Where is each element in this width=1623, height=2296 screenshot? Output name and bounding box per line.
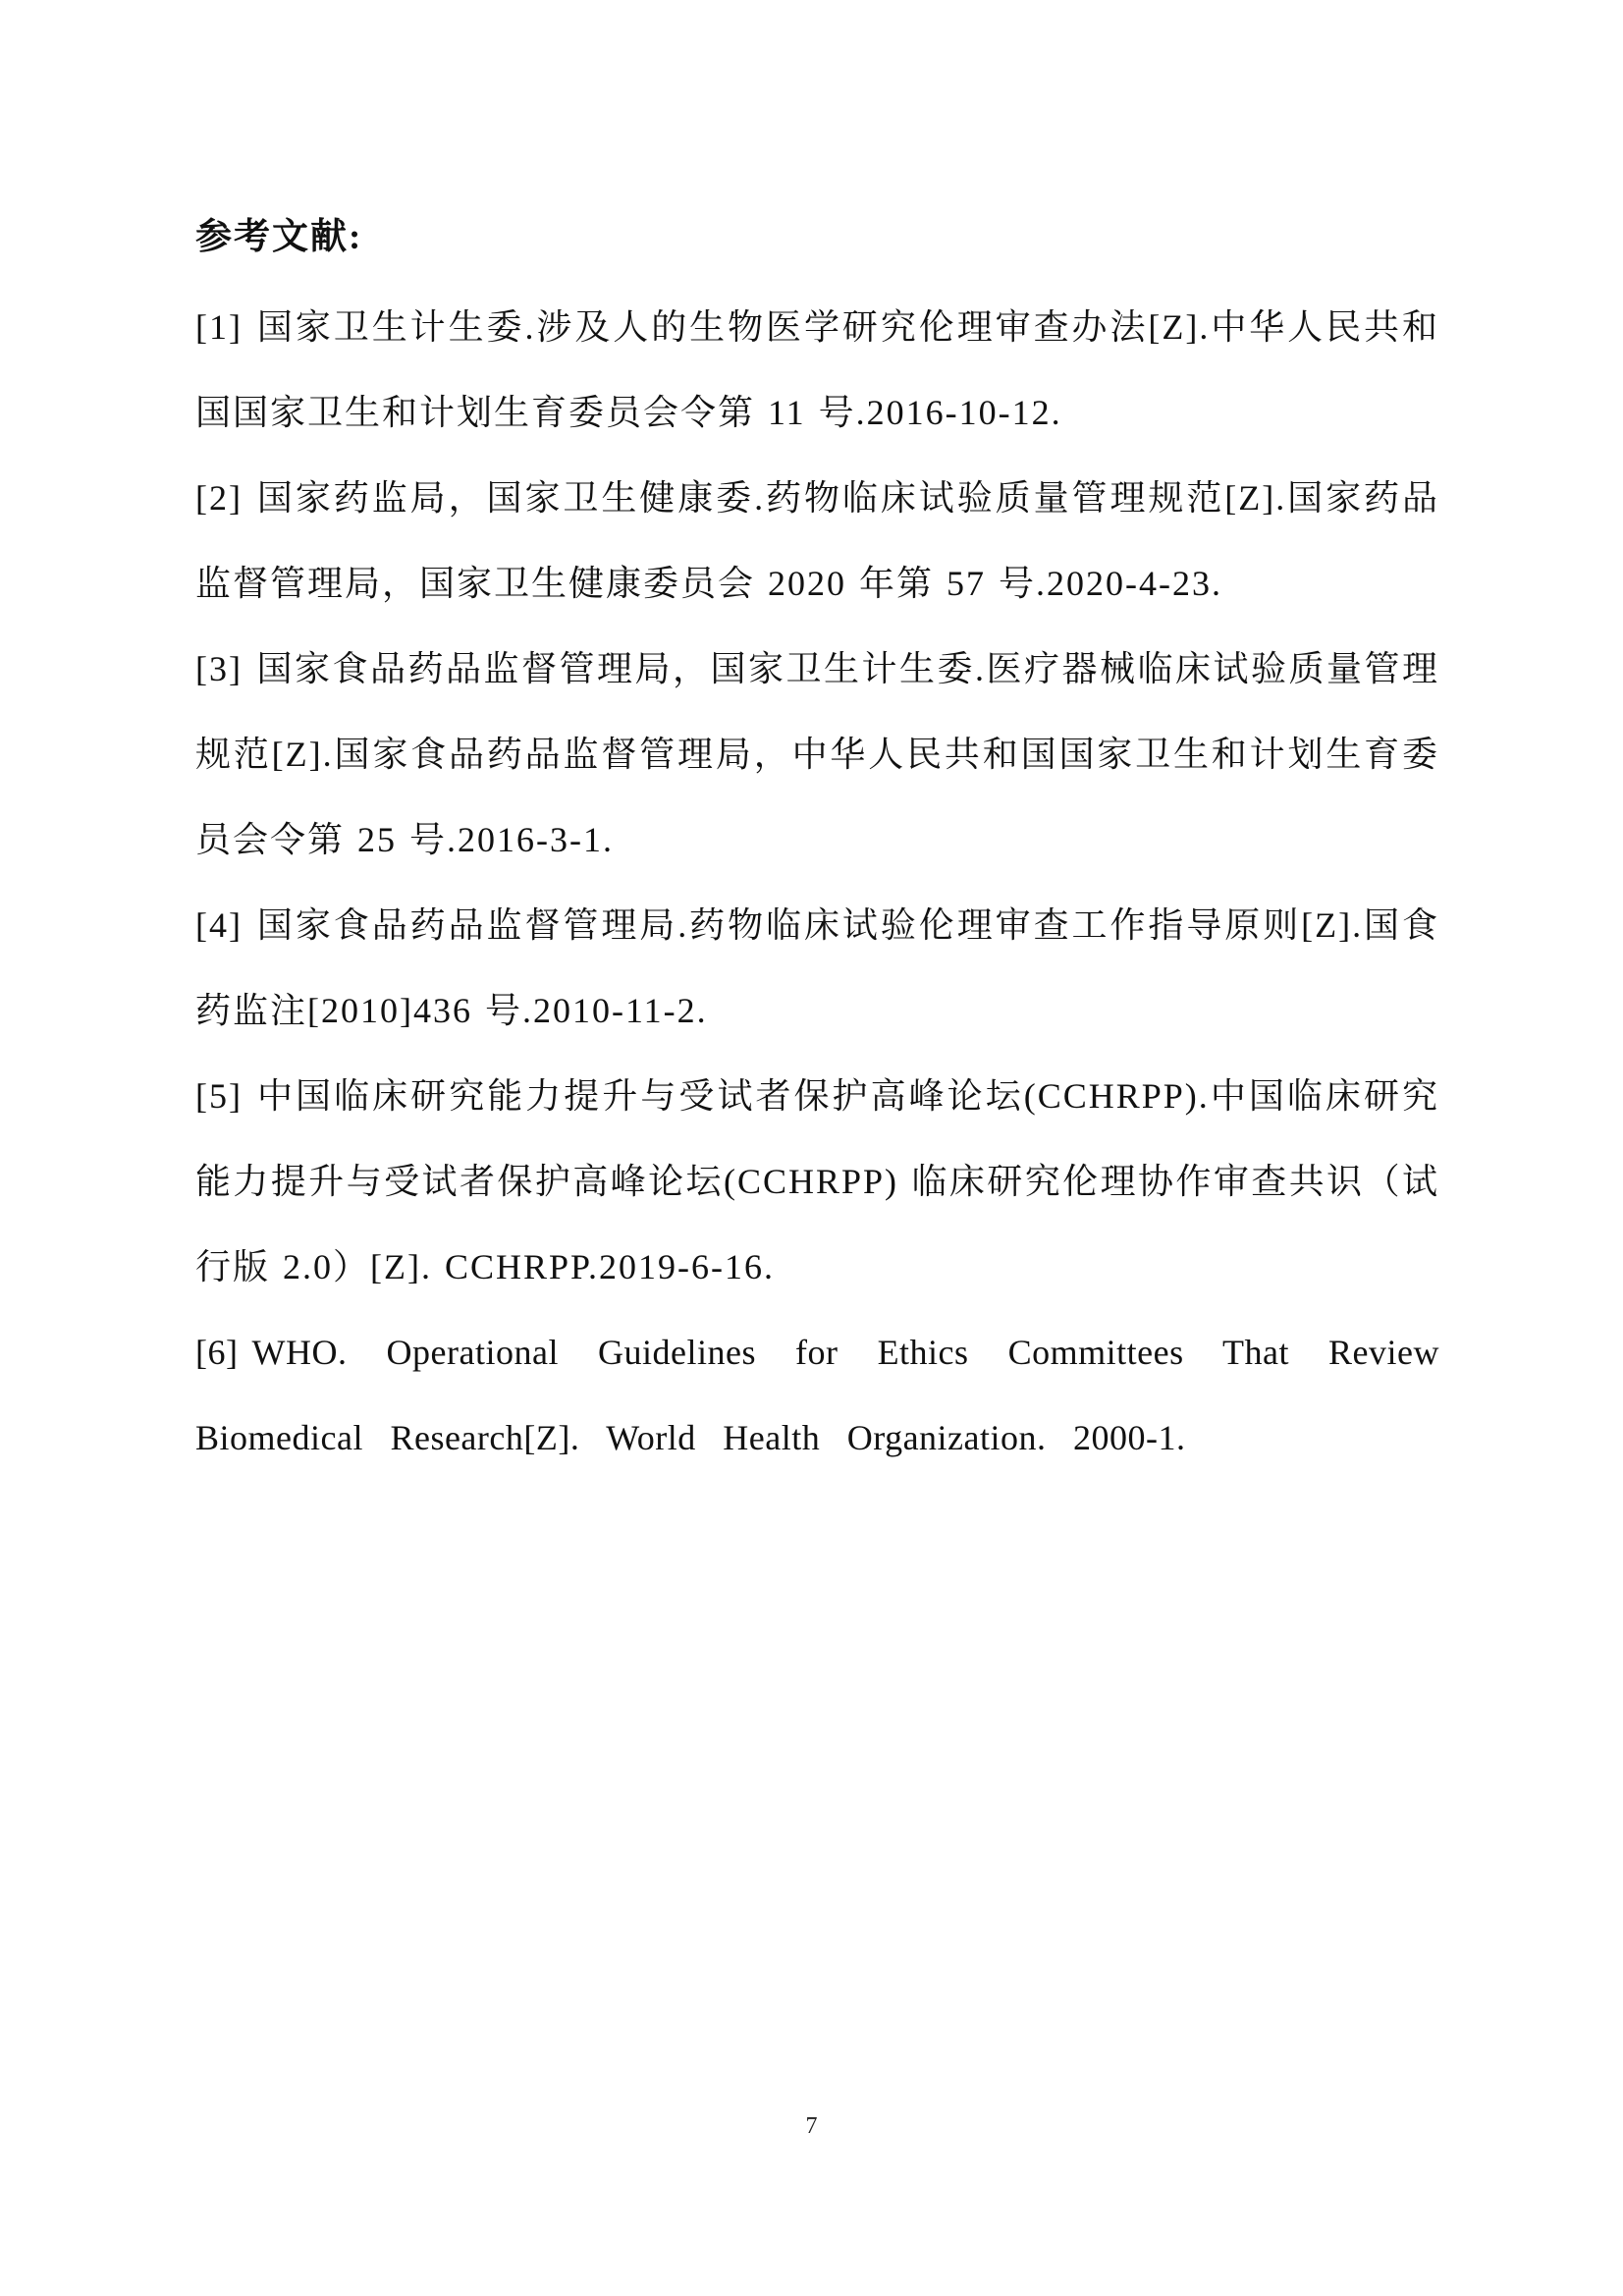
reference-item-2 <box>195 456 1439 627</box>
reference-text: 中国临床研究能力提升与受试者保护高峰论坛(CCHRPP).中国临床研究能力提升与受试者保护高峰论坛(CCHRPP) 临床研究伦理协作审查共识（试行版 2.0）[Z]. CCHRPP.2019-6-16. <box>195 1076 1439 1286</box>
reference-number: [3] <box>195 649 243 688</box>
reference-number: [6] <box>195 1333 239 1372</box>
reference-item-6 <box>195 1310 1439 1481</box>
reference-text: 国家卫生计生委.涉及人的生物医学研究伦理审查办法[Z].中华人民共和国国家卫生和计划生育委员会令第 11 号.2016-10-12. <box>195 307 1439 432</box>
reference-number: [2] <box>195 478 243 518</box>
page-number: 7 <box>805 2113 818 2139</box>
reference-item-4 <box>195 883 1439 1054</box>
reference-text: 国家药监局，国家卫生健康委.药物临床试验质量管理规范[Z].国家药品监督管理局，国家卫生健康委员会 2020 年第 57 号.2020-4-23. <box>195 478 1439 603</box>
reference-item-3 <box>195 627 1439 883</box>
references-section <box>195 208 1439 1481</box>
reference-number: [4] <box>195 905 243 945</box>
references-heading: 参考文献: <box>195 217 363 257</box>
reference-list <box>195 285 1439 1481</box>
reference-text: WHO. Operational Guidelines for Ethics Committees That Review Biomedical Research[Z]. World Health Organization. 2000-1. <box>195 1333 1439 1457</box>
reference-number: [1] <box>195 307 243 347</box>
reference-text: 国家食品药品监督管理局.药物临床试验伦理审查工作指导原则[Z].国食药监注[2010]436 号.2010-11-2. <box>195 905 1439 1030</box>
reference-item-5 <box>195 1054 1439 1310</box>
reference-text: 国家食品药品监督管理局，国家卫生计生委.医疗器械临床试验质量管理规范[Z].国家食品药品监督管理局，中华人民共和国国家卫生和计划生育委员会令第 25 号.2016-3-1. <box>195 649 1439 859</box>
reference-number: [5] <box>195 1076 243 1116</box>
reference-item-1 <box>195 285 1439 456</box>
